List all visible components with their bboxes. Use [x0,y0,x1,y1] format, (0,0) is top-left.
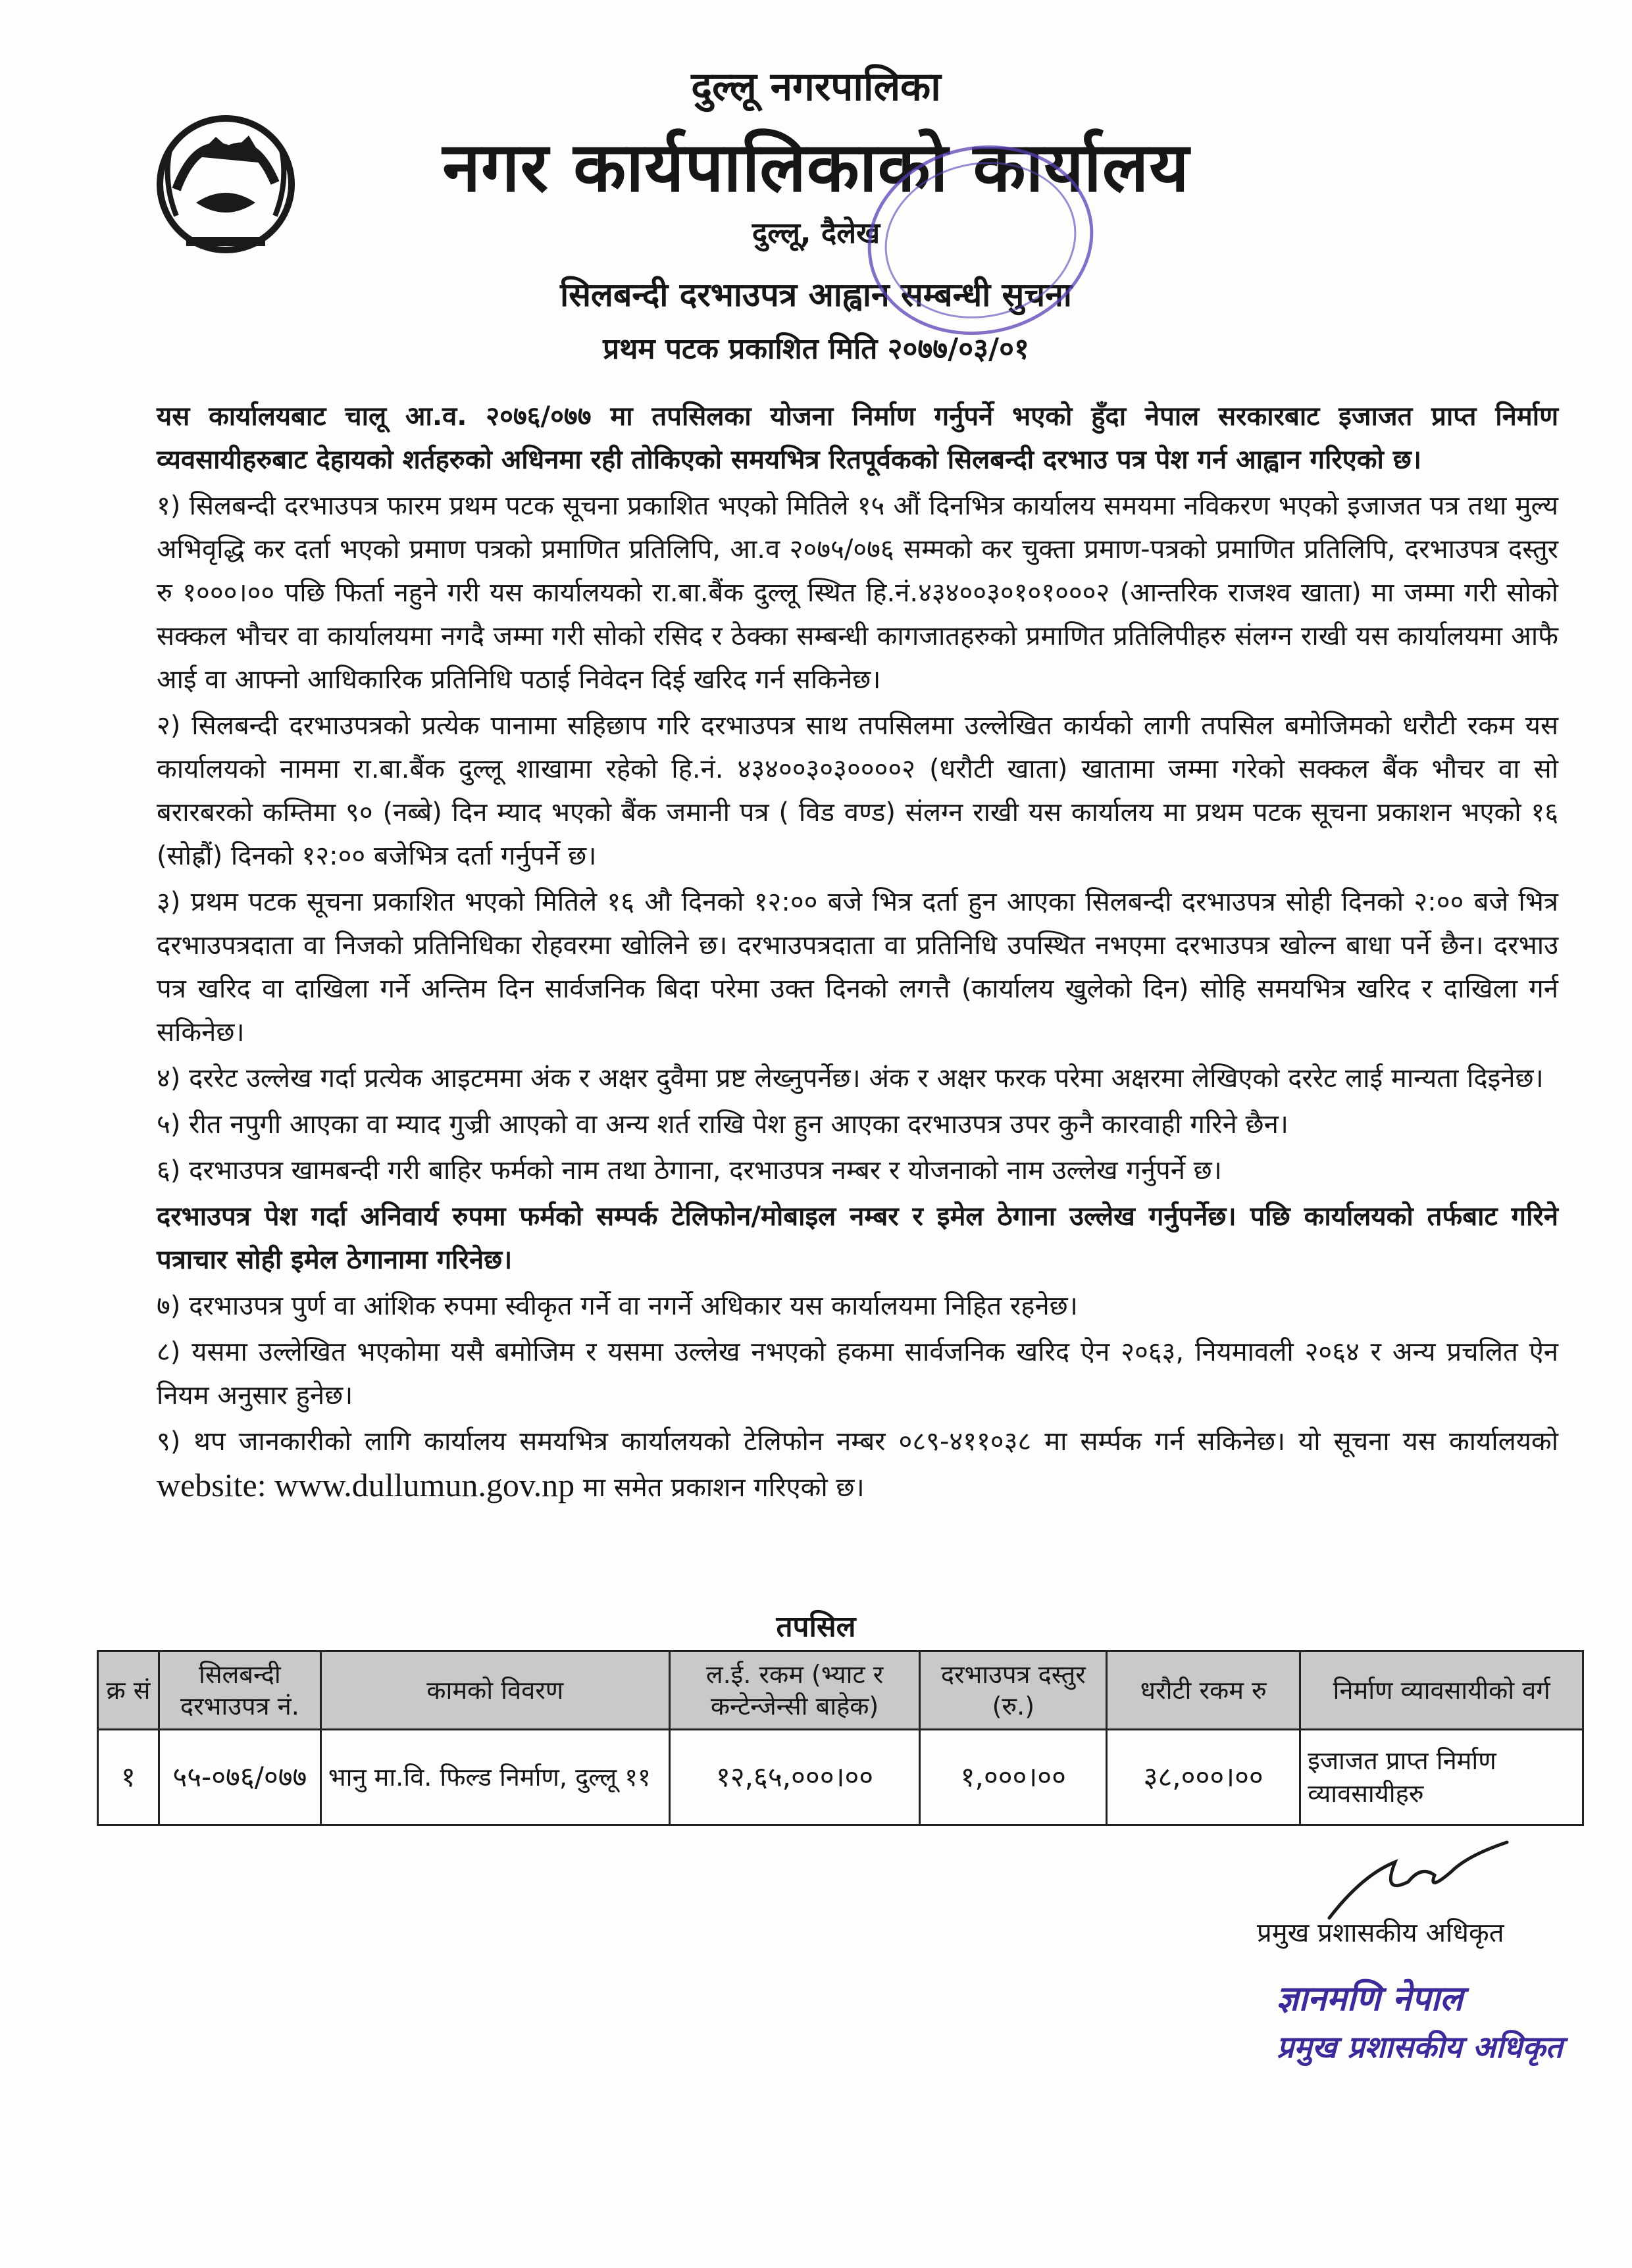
condition-4: ४) दररेट उल्लेख गर्दा प्रत्येक आइटममा अंक र अक्षर दुवैमा प्रष्ट लेख्नुपर्नेछ। अंक र अक्षर फरक परेमा अक्षरमा लेखिएको दररेट लाई मान्यता दिइनेछ। [157,1063,1544,1094]
cell-serial: १ [98,1730,159,1825]
header-serial: क्र सं [98,1651,159,1730]
stamp-officer-name: ज्ञानमणि नेपाल [1277,1979,1464,2019]
notice-title: सिलबन्दी दरभाउपत्र आह्वान सम्बन्धी सुचना [560,276,1072,314]
cell-contractor-class: इजाजत प्राप्त निर्माण व्यावसायीहरु [1300,1730,1583,1825]
header-work-description: कामको विवरण [320,1651,669,1730]
condition-1: १) सिलबन्दी दरभाउपत्र फारम प्रथम पटक सूचना प्रकाशित भएको मितिले १५ औं दिनभित्र कार्यालय समयमा नविकरण भएको इजाजत पत्र तथा मुल्य अभिवृद्धि कर दर्ता भएको प्रमाण पत्रको प्रमाणित प्रतिलिपि, आ.व २०७५/०७६ सम्मको कर चुक्ता प्रमाण-पत्रको प्रमाणित प्रतिलिपि, दरभाउपत्र दस्तुर रु १०००।०० पछि फिर्ता नहुने गरी यस कार्यालयको रा.बा.बैंक दुल्लू स्थित हि.नं.४३४००३०१०१०००२ (आन्तरिक राजश्व खाता) मा जम्मा गरी सोको सक्कल भौचर वा कार्यालयमा नगदै जम्मा गरी सोको रसिद र ठेक्का सम्बन्धी कागजातहरुको प्रमाणित प्रतिलिपीहरु संलग्न राखी यस कार्यालयमा आफै आई वा आफ्नो आधिकारिक प्रतिनिधि पठाई निवेदन दिई खरिद गर्न सकिनेछ। [157,491,1558,695]
signature-stamp [1277,1974,1586,2092]
header-estimated-amount: ल.ई. रकम (भ्याट र कन्टेन्जेन्सी बाहेक) [669,1651,920,1730]
condition-7: ७) दरभाउपत्र पुर्ण वा आंशिक रुपमा स्वीकृत गर्ने वा नगर्ने अधिकार यस कार्यालयमा निहित रहनेछ। [157,1291,1078,1321]
publish-date: प्रथम पटक प्रकाशित मिति २०७७/०३/०१ [603,332,1029,366]
office-address: दुल्लू, दैलेख [752,216,880,250]
website-link[interactable]: website: www.dullumun.gov.np [157,1467,575,1503]
schedule-title: तपसिल [776,1610,856,1644]
cell-work-description: भानु मा.वि. फिल्ड निर्माण, दुल्लू ११ [320,1730,669,1825]
table-row [98,1730,1583,1825]
condition-3: ३) प्रथम पटक सूचना प्रकाशित भएको मितिले १६ औ दिनको १२:०० बजे भित्र दर्ता हुन आएका सिलबन्दी दरभाउपत्र सोही दिनको २:०० बजे भित्र दरभाउपत्रदाता वा निजको प्रतिनिधिका रोहवरमा खोलिने छ। दरभाउपत्रदाता वा प्रतिनिधि उपस्थित नभएमा दरभाउपत्र खोल्न बाधा पर्ने छैन। दरभाउ पत्र खरिद वा दाखिला गर्ने अन्तिम दिन सार्वजनिक बिदा परेमा उक्त दिनको लगत्तै (कार्यालय खुलेको दिन) सोहि समयभित्र खरिद र दाखिला गर्न सकिनेछ। [157,887,1558,1047]
header-contractor-class: निर्माण व्यावसायीको वर्ग [1300,1651,1583,1730]
contact-requirement-note: दरभाउपत्र पेश गर्दा अनिवार्य रुपमा फर्मको सम्पर्क टेलिफोन/मोबाइल नम्बर र इमेल ठेगाना उल्लेख गर्नुपर्नेछ। पछि कार्यालयको तर्फबाट गरिने पत्राचार सोही इमेल ठेगानामा गरिनेछ। [157,1201,1558,1275]
cell-bid-number: ५५-०७६/०७७ [159,1730,320,1825]
condition-6: ६) दरभाउपत्र खामबन्दी गरी बाहिर फर्मको नाम तथा ठेगाना, दरभाउपत्र नम्बर र योजनाको नाम उल्लेख गर्नुपर्ने छ। [157,1155,1222,1186]
cell-bid-fee: १,०००।०० [920,1730,1107,1825]
stamp-officer-title: प्रमुख प्रशासकीय अधिकृत [1277,2029,1563,2065]
office-stamp-icon [849,132,1112,349]
condition-9 [157,1420,1558,1509]
cell-estimated-amount: १२,६५,०००।०० [669,1730,920,1825]
condition-5: ५) रीत नपुगी आएका वा म्याद गुज्री आएको वा अन्य शर्त राखि पेश हुन आएका दरभाउपत्र उपर कुनै कारवाही गरिने छैन। [157,1109,1288,1140]
signatory-title: प्रमुख प्रशासकीय अधिकृत [1257,1918,1504,1948]
condition-9-tail: मा समेत प्रकाशन गरिएको छ। [574,1473,865,1503]
office-name: नगर कार्यपालिकाको कार्यालय [442,127,1190,207]
condition-9-text: ९) थप जानकारीको लागि कार्यालय समयभित्र कार्यालयको टेलिफोन नम्बर ०८९-४११०३८ मा सर्म्पक गर्न सकिनेछ। यो सूचना यस कार्यालयको [157,1426,1558,1457]
condition-8: ८) यसमा उल्लेखित भएकोमा यसै बमोजिम र यसमा उल्लेख नभएको हकमा सार्वजनिक खरिद ऐन २०६३, नियमावली २०६४ र अन्य प्रचलित ऐन नियम अनुसार हुनेछ। [157,1337,1558,1411]
cell-deposit-amount: ३८,०००।०० [1107,1730,1300,1825]
municipality-name: दुल्लू नगरपालिका [691,64,941,110]
header-deposit-amount: धरौटी रकम रु [1107,1651,1300,1730]
intro-paragraph: यस कार्यालयबाट चालू आ.व. २०७६/०७७ मा तपसिलका योजना निर्माण गर्नुपर्ने भएको हुँदा नेपाल सरकारबाट इजाजत प्राप्त निर्माण व्यवसायीहरुबाट देहायको शर्तहरुको अधिनमा रही तोकिएको समयभित्र रितपूर्वकको सिलबन्दी दरभाउ पत्र पेश गर्न आह्वान गरिएको छ। [157,401,1558,475]
condition-2: २) सिलबन्दी दरभाउपत्रको प्रत्येक पानामा सहिछाप गरि दरभाउपत्र साथ तपसिलमा उल्लेखित कार्यको लागी तपसिल बमोजिमको धरौटी रकम यस कार्यालयको नाममा रा.बा.बैंक दुल्लू शाखामा रहेको हि.नं. ४३४००३०३००००२ (धरौटी खाता) खातामा जम्मा गरेको सक्कल बैंक भौचर वा सो बरारबरको कम्तिमा ९० (नब्बे) दिन म्याद भएको बैंक जमानी पत्र ( विड वण्ड) संलग्न राखी यस कार्यालय मा प्रथम पटक सूचना प्रकाशन भएको १६ (सोह्रौं) दिनको १२:०० बजेभित्र दर्ता गर्नुपर्ने छ। [157,711,1558,871]
notice-body [157,395,1558,1512]
works-table [97,1650,1584,1826]
header-bid-number: सिलबन्दी दरभाउपत्र नं. [159,1651,320,1730]
header-bid-fee: दरभाउपत्र दस्तुर (रु.) [920,1651,1107,1730]
table-header-row [98,1651,1583,1730]
